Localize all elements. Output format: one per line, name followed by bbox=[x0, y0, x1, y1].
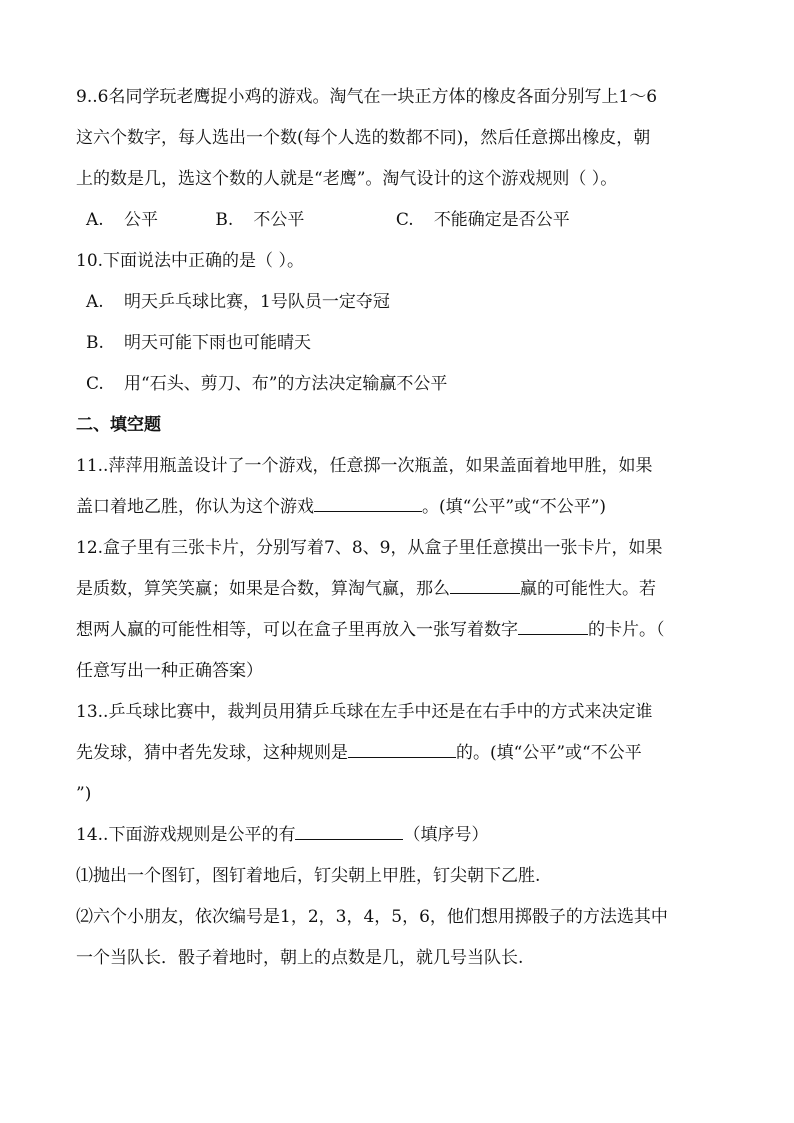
q13-line-3: ”) bbox=[76, 784, 92, 804]
q12-line-3-after: 的卡片。（ bbox=[588, 620, 665, 640]
q10-option-c-text: 用“石头、剪刀、布”的方法决定输赢不公平 bbox=[124, 374, 448, 394]
q14-stem-after: （填序号） bbox=[403, 825, 489, 845]
q13-line-2-before: 先发球，猜中者先发球，这种规则是 bbox=[76, 743, 348, 763]
worksheet-page bbox=[76, 82, 726, 984]
q9-option-b[interactable] bbox=[215, 205, 304, 235]
q9-options bbox=[76, 205, 726, 235]
q12-line-4: 任意写出一种正确答案） bbox=[76, 661, 263, 681]
q11-line-1: 11..萍萍用瓶盖设计了一个游戏，任意掷一次瓶盖，如果盖面着地甲胜，如果 bbox=[76, 456, 653, 476]
q12-line-1: 12.盒子里有三张卡片，分别写着7、8、9，从盒子里任意摸出一张卡片，如果 bbox=[76, 538, 663, 558]
q9-line-3: 上的数是几，选这个数的人就是“老鹰”。淘气设计的这个游戏规则（ ）。 bbox=[76, 169, 618, 189]
q10-option-a-text: 明天乒乓球比赛，1号队员一定夺冠 bbox=[124, 292, 390, 312]
q12-line-2 bbox=[76, 574, 726, 604]
q12-answer-blank-1[interactable] bbox=[450, 575, 520, 594]
q10-option-c-letter: C. bbox=[86, 374, 104, 394]
q10-option-b[interactable] bbox=[76, 328, 726, 358]
q9-option-c-text: 不能确定是否公平 bbox=[433, 210, 570, 230]
q13-line-2 bbox=[76, 738, 726, 768]
q13-answer-blank[interactable] bbox=[348, 739, 456, 758]
q14-item-2-line-2: 一个当队长．骰子着地时，朝上的点数是几，就几号当队长. bbox=[76, 948, 524, 968]
q10-option-b-letter: B. bbox=[86, 333, 104, 353]
q9-option-a[interactable] bbox=[86, 205, 158, 235]
q12-line-2-after: 赢的可能性大。若 bbox=[520, 579, 656, 599]
q12-line-3-before: 想两人赢的可能性相等，可以在盒子里再放入一张写着数字 bbox=[76, 620, 518, 640]
section-heading-fill-in: 二、填空题 bbox=[76, 415, 161, 435]
q11-line-2-after: 。(填“公平”或“不公平”) bbox=[422, 497, 607, 517]
q9-option-c-letter: C. bbox=[395, 210, 414, 230]
q12-answer-blank-2[interactable] bbox=[518, 616, 588, 635]
q14-stem bbox=[76, 820, 726, 850]
q9-option-a-letter: A. bbox=[86, 210, 104, 230]
q11-line-2 bbox=[76, 492, 726, 522]
q12-line-3 bbox=[76, 615, 726, 645]
q12-line-2-before: 是质数，算笑笑赢；如果是合数，算淘气赢，那么 bbox=[76, 579, 450, 599]
q14-item-1: ⑴抛出一个图钉，图钉着地后，钉尖朝上甲胜，钉尖朝下乙胜. bbox=[76, 866, 541, 886]
q11-line-2-before: 盖口着地乙胜，你认为这个游戏 bbox=[76, 497, 314, 517]
q9-option-c[interactable] bbox=[396, 205, 570, 235]
q9-option-b-letter: B. bbox=[215, 210, 234, 230]
q9-line-2: 这六个数字，每人选出一个数(每个人选的数都不同)，然后任意掷出橡皮，朝 bbox=[76, 128, 651, 148]
q9-option-b-text: 不公平 bbox=[253, 210, 305, 230]
q14-item-2-line-1: ⑵六个小朋友，依次编号是1，2，3，4，5，6，他们想用掷骰子的方法选其中 bbox=[76, 907, 668, 927]
q13-line-2-after: 的。(填“公平”或“不公平 bbox=[456, 743, 642, 763]
q14-answer-blank[interactable] bbox=[295, 821, 403, 840]
q10-option-a-letter: A. bbox=[86, 292, 104, 312]
q14-stem-before: 14..下面游戏规则是公平的有 bbox=[76, 825, 296, 845]
q13-line-1: 13..乒乓球比赛中，裁判员用猜乒乓球在左手中还是在右手中的方式来决定谁 bbox=[76, 702, 653, 722]
q9-line-1: 9..6名同学玩老鹰捉小鸡的游戏。淘气在一块正方体的橡皮各面分别写上1～6 bbox=[76, 87, 658, 107]
q10-stem: 10.下面说法中正确的是（ ）。 bbox=[76, 251, 304, 271]
q10-option-a[interactable] bbox=[76, 287, 726, 317]
q10-option-c[interactable] bbox=[76, 369, 726, 399]
q9-option-a-text: 公平 bbox=[124, 210, 158, 230]
q10-option-b-text: 明天可能下雨也可能晴天 bbox=[124, 333, 311, 353]
q11-answer-blank[interactable] bbox=[314, 493, 422, 512]
